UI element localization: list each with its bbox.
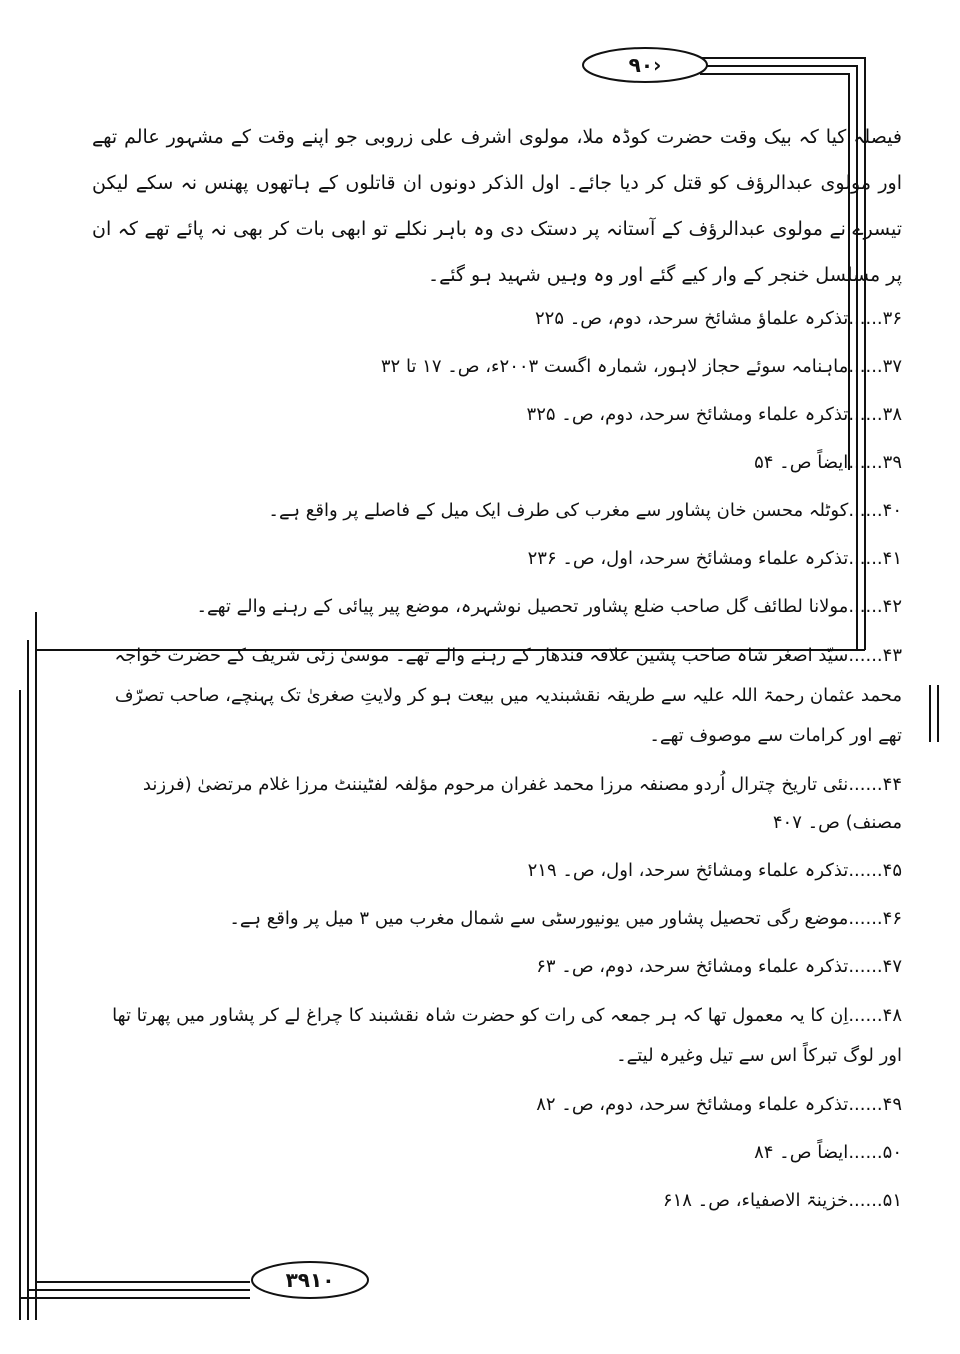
- endnote-item: ۵۰......ایضاً ص۔ ۸۴: [754, 1142, 902, 1163]
- page-number-bottom: ۳۹۱۰: [285, 1268, 335, 1292]
- endnote-item: ۴۰......کوٹلہ محسن خان پشاور سے مغرب کی طرف ایک میل کے فاصلے پر واقع ہے۔: [268, 500, 902, 521]
- endnote-item: ۳۸......تذکرہ علماء ومشائخ سرحد، دوم، ص۔ ۳۲۵: [526, 404, 902, 425]
- endnote-item: ۴۶......موضع رگی تحصیل پشاور میں یونیورسٹی سے شمال مغرب میں ۳ میل پر واقع ہے۔: [229, 908, 902, 929]
- endnote-item: ۴۵......تذکرہ علماء ومشائخ سرحد، اول، ص۔ ۲۱۹: [527, 860, 902, 881]
- endnote-item: ۴۳......سیّد اصغر شاہ صاحب پشین علاقہ قندھار کے رہنے والے تھے۔ موسیٰ زئی شریف کے حضرت خواجہ محمد عثمان رحمۃ اللہ علیہ سے طریقہ نقشبندیہ میں بیعت ہو کر ولایتِ صغریٰ تک پہنچے، صاحب تصرّف تھے اور کرامات سے موصوف تھے۔: [114, 645, 902, 746]
- endnote-item: ۳۶......تذکرہ علماؤ مشائخ سرحد، دوم، ص۔ ۲۲۵: [534, 308, 902, 329]
- endnote-item: ۴۲......مولانا لطائف گل صاحب ضلع پشاور تحصیل نوشہرہ، موضع پیر پیائی کے رہنے والے تھے۔: [196, 596, 902, 617]
- endnote-item: ۴۱......تذکرہ علماء ومشائخ سرحد، اول، ص۔ ۲۳۶: [527, 548, 902, 569]
- endnote-item: ۳۹......ایضاً ص۔ ۵۴: [754, 452, 902, 473]
- endnote-item: ۴۸......اِن کا یہ معمول تھا کہ ہر جمعہ کی رات کو حضرت شاہ نقشبند کا چراغ لے کر پشاور میں پھرتا تھا اور لوگ تبرکاً اس سے تیل وغیرہ لیتے۔: [112, 1005, 902, 1066]
- endnote-item: ۵۱......خزینۃ الاصفیاء، ص۔ ۶۱۸: [662, 1190, 902, 1211]
- endnote-item: ۴۹......تذکرہ علماء ومشائخ سرحد، دوم، ص۔ ۸۲: [536, 1094, 902, 1115]
- endnote-item: ۴۷......تذکرہ علماء ومشائخ سرحد، دوم، ص۔ ۶۳: [536, 956, 902, 977]
- endnote-item: ۴۴......نئی تاریخ چترال اُردو مصنفہ مرزا محمد غفران مرحوم مؤلفہ لفٹیننٹ مرزا غلام مرتضیٰ (فرزند مصنف) ص۔ ۴۰۷: [142, 774, 902, 833]
- endnote-item: ۳۷......ماہنامہ سوئے حجاز لاہور، شمارہ اگست ۲۰۰۳ء، ص۔ ۱۷ تا ۳۲: [380, 356, 902, 377]
- endnotes-list: [92, 300, 902, 1230]
- intro-paragraph: فیصلہ کیا کہ بیک وقت حضرت کوڈہ ملا، مولوی اشرف علی زروبی جو اپنے وقت کے مشہور عالم تھے اور مولوی عبدالرؤف کو قتل کر دیا جائے۔ اول الذکر دونوں ان قاتلوں کے ہاتھوں پھنس نہ سکے لیکن تیسرے نے مولوی عبدالرؤف کے آستانہ پر دستک دی وہ باہر نکلے تو ابھی بات کر بھی نہ پائے تھے کہ ان پر مسلسل خنجر کے وار کیے گئے اور وہ وہیں شہید ہو گئے۔: [92, 126, 902, 286]
- page-number-top: ‹۹۰: [628, 53, 662, 77]
